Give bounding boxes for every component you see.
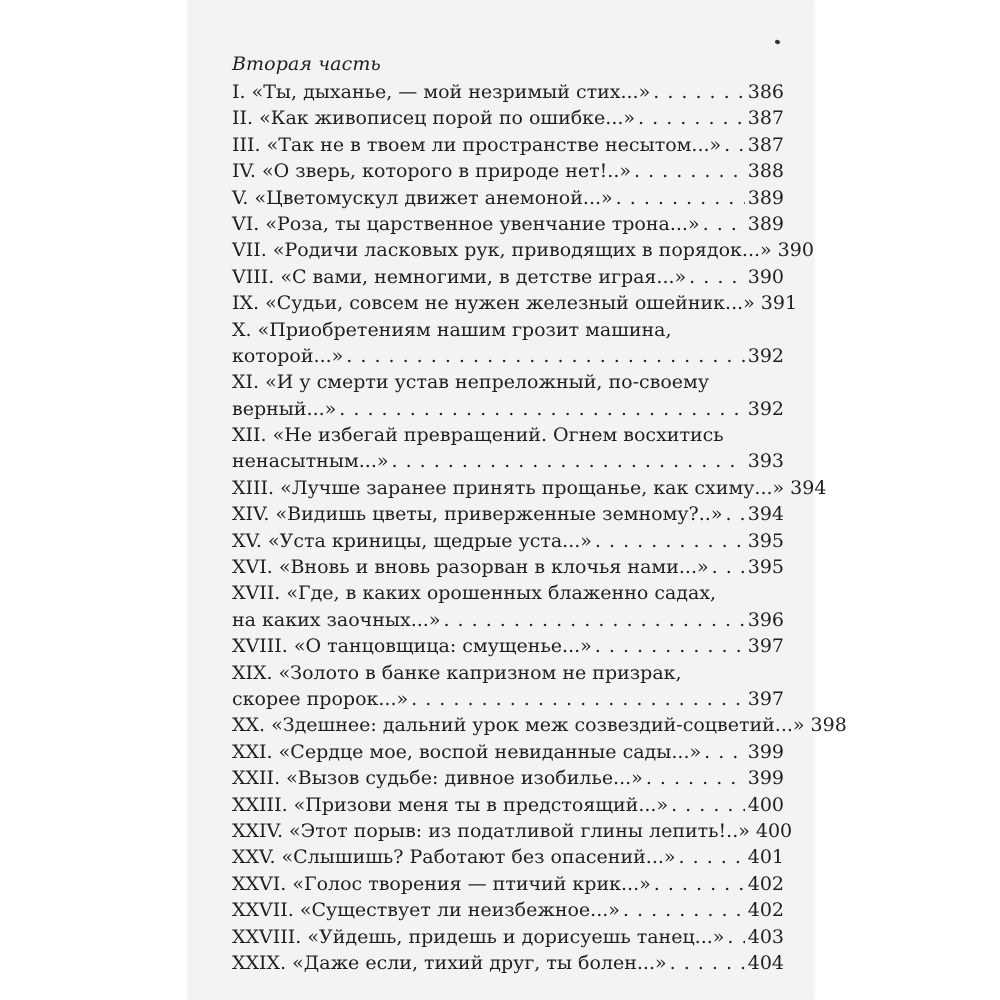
dot-leader xyxy=(411,686,745,712)
toc-entry-text: «Уста криницы, щедрые уста...» xyxy=(268,529,592,552)
toc-entry-page: 390 xyxy=(747,265,784,288)
toc-entry-text: «О танцовщица: смущенье...» xyxy=(293,635,592,658)
toc-entry-page: 389 xyxy=(747,212,784,235)
toc-entry-text: «Вновь и вновь разорван в клочья нами...» xyxy=(278,556,709,579)
toc-entry-line xyxy=(232,712,847,738)
toc-entry xyxy=(232,237,814,263)
toc-entry-page: 398 xyxy=(810,714,847,737)
toc-entry-text: «Уйдешь, придешь и дорисуешь танец...» xyxy=(307,925,725,948)
toc-entry-line xyxy=(232,580,784,606)
toc-entry-number: XX. xyxy=(232,714,266,737)
toc-entry-title xyxy=(232,158,631,184)
toc-entry-title xyxy=(232,105,635,131)
toc-entry-text: «Ты, дыханье, — мой незримый стих...» xyxy=(251,81,651,103)
toc-entry-line xyxy=(232,871,784,897)
toc-entry-number: XVII. xyxy=(232,582,281,605)
toc-entry-page: 402 xyxy=(747,872,784,895)
toc-entry-line xyxy=(232,211,784,237)
dot-leader xyxy=(391,448,744,474)
toc-entry-text: «Даже если, тихий друг, ты болен...» xyxy=(292,951,667,974)
toc-entry-line xyxy=(232,660,784,686)
toc-entry-number: VIII. xyxy=(232,265,275,288)
toc-entry-line xyxy=(232,290,798,316)
toc-entry-title xyxy=(232,528,592,554)
toc-entry xyxy=(232,871,784,897)
toc-entry-title xyxy=(232,211,700,237)
toc-entry xyxy=(232,185,784,211)
toc-entry-page: 401 xyxy=(747,846,784,869)
toc-entry-page: 403 xyxy=(747,925,784,948)
dot-leader xyxy=(724,132,745,158)
dot-leader xyxy=(623,897,745,923)
toc-entry-title xyxy=(232,132,721,158)
toc-entry-text: «Этот порыв: из податливой глины лепить!..» xyxy=(289,819,750,842)
toc-entry-title xyxy=(232,712,805,738)
toc-entry-text: «Сердце мое, воспой невиданные сады...» xyxy=(278,740,702,763)
toc-entry xyxy=(232,739,784,765)
toc-entry-number: XXIX. xyxy=(232,951,287,974)
toc-entry-text: «Приобретениям нашим грозит машина, xyxy=(257,318,672,341)
toc-entry-line xyxy=(232,528,784,554)
toc-entry-line xyxy=(232,158,784,184)
toc-entry-line xyxy=(232,501,784,527)
toc-entry-line xyxy=(232,739,784,765)
toc-entries xyxy=(232,79,847,976)
toc-entry-text: «С вами, немногими, в детстве играя...» xyxy=(280,265,687,288)
toc-entry xyxy=(232,158,784,184)
toc-entry-number: XIV. xyxy=(232,503,270,526)
toc-entry-title xyxy=(232,79,650,105)
toc-entry-page: 399 xyxy=(747,767,784,790)
toc-entry xyxy=(232,79,784,105)
toc-entry-text-continued: которой...» xyxy=(232,344,344,367)
toc-entry-title xyxy=(232,660,682,686)
toc-entry-page: 387 xyxy=(747,133,784,156)
toc-entry-text: «Как живописец порой по ошибке...» xyxy=(259,107,636,130)
dot-leader xyxy=(671,792,745,818)
toc-entry-page: 387 xyxy=(747,107,784,130)
toc-entry-text: «Родичи ласковых рук, приводящих в порядок...» xyxy=(272,239,772,262)
toc-entry-text: «Существует ли неизбежное...» xyxy=(299,899,620,922)
toc-entry xyxy=(232,528,784,554)
toc-entry-text: «Не избегай превращений. Огнем восхитись xyxy=(272,424,724,447)
toc-entry-line xyxy=(232,950,784,976)
toc-entry-page: 402 xyxy=(747,899,784,922)
toc-entry-text: «О зверь, которого в природе нет!..» xyxy=(262,160,631,183)
dot-leader xyxy=(616,185,745,211)
toc-entry xyxy=(232,660,784,713)
toc-entry-line xyxy=(232,105,784,131)
toc-entry-text: «Золото в банке капризном не призрак, xyxy=(278,661,682,684)
toc-entry-line xyxy=(232,686,784,712)
toc-entry-number: IV. xyxy=(232,160,256,183)
toc-entry-number: XV. xyxy=(232,529,262,552)
toc-entry-text: «Так не в твоем ли пространстве несытом...» xyxy=(266,133,722,156)
toc-entry-text-continued: верный...» xyxy=(232,397,337,420)
dot-leader xyxy=(670,950,745,976)
dot-leader xyxy=(638,105,745,131)
toc-entry-title xyxy=(232,369,709,395)
toc-entry-title xyxy=(232,185,613,211)
toc-entry xyxy=(232,844,784,870)
toc-entry xyxy=(232,924,784,950)
toc-entry-number: XXI. xyxy=(232,740,273,763)
dot-leader xyxy=(634,158,745,184)
toc-entry-title xyxy=(232,290,755,316)
toc-entry-text: «Где, в каких орошенных блаженно садах, xyxy=(286,582,717,605)
dot-leader xyxy=(595,528,745,554)
toc-entry-text: «Видишь цветы, приверженные земному?..» xyxy=(275,503,723,526)
toc-entry-number: XXVIII. xyxy=(232,925,302,948)
toc-entry-line xyxy=(232,844,784,870)
toc-entry-page: 400 xyxy=(755,819,793,842)
dot-leader xyxy=(679,844,745,870)
toc-entry-page: 394 xyxy=(747,503,784,526)
toc-entry-number: VI. xyxy=(232,212,260,235)
toc-entry xyxy=(232,765,784,791)
toc-entry-page: 399 xyxy=(747,740,784,763)
toc-entry-title xyxy=(232,739,701,765)
toc-entry-page: 391 xyxy=(760,292,798,315)
toc-entry-title xyxy=(232,422,724,448)
toc-entry xyxy=(232,290,798,316)
toc-entry-line xyxy=(232,765,784,791)
toc-entry xyxy=(232,580,784,633)
toc-entry-line xyxy=(232,924,784,950)
toc-entry-page: 404 xyxy=(747,951,784,974)
toc-entry-line xyxy=(232,475,827,501)
toc-entry-page: 395 xyxy=(747,556,784,579)
toc-entry-line xyxy=(232,607,784,633)
toc-entry-text-continued: на каких заочных...» xyxy=(232,608,441,631)
toc-entry-page: 400 xyxy=(747,793,784,816)
toc-entry-number: XXIV. xyxy=(232,819,283,842)
toc-entry-text: «Вызов судьбе: дивное изобилье...» xyxy=(286,767,643,790)
toc-entry-title xyxy=(232,844,676,870)
toc-entry xyxy=(232,792,784,818)
dot-leader xyxy=(703,211,745,237)
toc-entry-number: XVIII. xyxy=(232,635,288,658)
toc-entry-number: VII. xyxy=(232,239,267,262)
table-of-contents xyxy=(232,52,847,976)
toc-entry-line xyxy=(232,422,784,448)
toc-entry-text-continued: ненасытным...» xyxy=(232,450,389,473)
toc-entry-title xyxy=(232,950,667,976)
toc-entry-number: XXIII. xyxy=(232,793,288,816)
toc-entry-page: 397 xyxy=(747,687,784,710)
toc-entry-number: XI. xyxy=(232,371,260,394)
toc-entry xyxy=(232,818,793,844)
dot-leader xyxy=(725,501,744,527)
toc-entry-text: «Роза, ты царственное увенчание трона...» xyxy=(265,212,700,235)
toc-entry-line xyxy=(232,792,784,818)
toc-entry-line xyxy=(232,132,784,158)
toc-entry-number: II. xyxy=(232,107,254,130)
toc-entry xyxy=(232,132,784,158)
toc-entry-number: I. xyxy=(232,81,246,103)
toc-entry-text-continued: скорее пророк...» xyxy=(232,687,409,710)
toc-entry-text: «И у смерти устав непреложный, по-своему xyxy=(265,371,710,394)
toc-entry xyxy=(232,369,784,422)
toc-entry-page: 394 xyxy=(790,476,827,499)
toc-entry-number: XVI. xyxy=(232,556,273,579)
toc-entry xyxy=(232,264,784,290)
toc-entry-text: «Голос творения — птичий крик...» xyxy=(292,872,651,895)
toc-entry-line xyxy=(232,264,784,290)
toc-entry-title xyxy=(232,264,686,290)
toc-entry-title xyxy=(232,580,716,606)
toc-entry-page: 393 xyxy=(747,450,784,473)
toc-entry xyxy=(232,105,784,131)
toc-entry-line xyxy=(232,396,784,422)
toc-entry-page: 392 xyxy=(747,344,784,367)
dot-leader xyxy=(646,765,745,791)
toc-entry-number: III. xyxy=(232,133,261,156)
toc-entry-text: «Призови меня ты в предстоящий...» xyxy=(293,793,669,816)
toc-entry-number: IX. xyxy=(232,292,260,315)
toc-entry-title xyxy=(232,818,750,844)
toc-entry-line xyxy=(232,554,784,580)
toc-entry xyxy=(232,211,784,237)
toc-entry xyxy=(232,422,784,475)
dot-leader xyxy=(595,633,745,659)
toc-entry-number: XXVII. xyxy=(232,899,294,922)
toc-entry-title xyxy=(232,633,592,659)
toc-entry-line xyxy=(232,369,784,395)
toc-entry-number: XIX. xyxy=(232,661,273,684)
toc-entry-title xyxy=(232,501,722,527)
dot-leader xyxy=(443,607,744,633)
toc-entry-number: XXV. xyxy=(232,846,276,869)
toc-entry-line xyxy=(232,237,814,263)
toc-entry-line xyxy=(232,79,784,105)
toc-entry-title xyxy=(232,897,620,923)
toc-entry-page: 397 xyxy=(747,635,784,658)
toc-entry-page: 392 xyxy=(747,397,784,420)
toc-entry-number: XXVI. xyxy=(232,872,287,895)
toc-entry-page: 390 xyxy=(777,239,814,262)
toc-entry-number: X. xyxy=(232,318,252,341)
toc-entry-line xyxy=(232,185,784,211)
toc-entry-line xyxy=(232,818,793,844)
toc-entry-number: XIII. xyxy=(232,476,275,499)
toc-entry-line xyxy=(232,633,784,659)
toc-entry xyxy=(232,501,784,527)
toc-entry-line xyxy=(232,448,784,474)
toc-entry-number: XII. xyxy=(232,424,267,447)
toc-entry xyxy=(232,475,827,501)
toc-entry-title xyxy=(232,475,784,501)
toc-entry xyxy=(232,633,784,659)
toc-entry-line xyxy=(232,343,784,369)
toc-entry-text: «Слышишь? Работают без опасений...» xyxy=(281,846,676,869)
toc-entry-title xyxy=(232,237,772,263)
dot-leader xyxy=(704,739,745,765)
toc-entry-text: «Судьи, совсем не нужен железный ошейник...» xyxy=(265,292,755,315)
toc-entry-title xyxy=(232,317,672,343)
dot-leader xyxy=(689,264,745,290)
toc-entry xyxy=(232,712,847,738)
toc-entry-line xyxy=(232,897,784,923)
toc-entry-title xyxy=(232,924,724,950)
dot-leader xyxy=(727,924,744,950)
toc-entry-text: «Лучше заранее принять прощанье, как схиму...» xyxy=(280,476,785,499)
dot-leader xyxy=(339,396,744,422)
dot-leader xyxy=(653,79,745,105)
toc-entry-page: 386 xyxy=(747,81,784,103)
toc-entry xyxy=(232,317,784,370)
toc-entry-number: V. xyxy=(232,186,249,209)
toc-entry-page: 396 xyxy=(747,608,784,631)
toc-entry-title xyxy=(232,792,668,818)
dot-leader xyxy=(346,343,744,369)
toc-entry-text: «Здешнее: дальний урок меж созвездий-соцветий...» xyxy=(271,714,805,737)
toc-entry-title xyxy=(232,765,643,791)
toc-entry xyxy=(232,897,784,923)
toc-entry-line xyxy=(232,317,784,343)
toc-entry-title xyxy=(232,554,709,580)
dot-leader xyxy=(712,554,745,580)
toc-entry-page: 389 xyxy=(747,186,784,209)
toc-entry xyxy=(232,554,784,580)
toc-entry-page: 388 xyxy=(747,160,784,183)
toc-entry-text: «Цветомускул движет анемоной...» xyxy=(254,186,613,209)
toc-entry xyxy=(232,950,784,976)
toc-entry-title xyxy=(232,871,651,897)
toc-entry-page: 395 xyxy=(747,529,784,552)
dot-leader xyxy=(654,871,745,897)
toc-entry-number: XXII. xyxy=(232,767,281,790)
section-title: Вторая часть xyxy=(232,53,381,75)
